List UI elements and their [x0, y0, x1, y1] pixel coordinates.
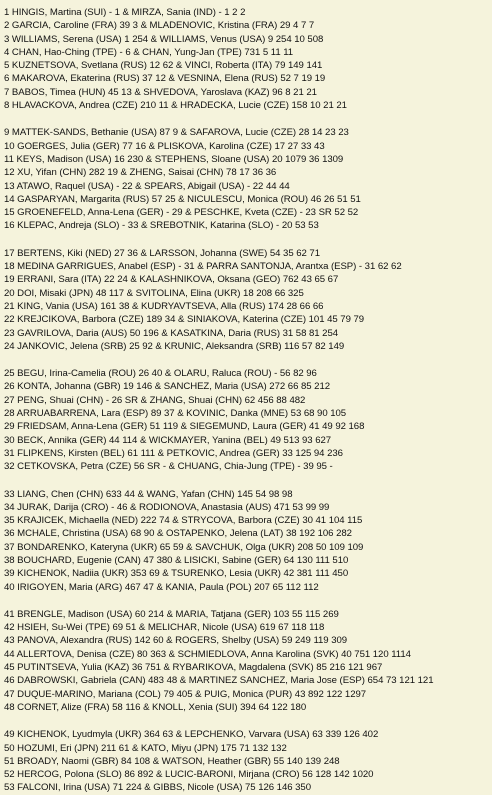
entry-line: 37 BONDARENKO, Kateryna (UKR) 65 59 & SAVCHUK, Olga (UKR) 208 50 109 109 — [4, 541, 364, 553]
entry-line: 10 GOERGES, Julia (GER) 77 16 & PLISKOVA, Karolina (CZE) 17 27 33 43 — [4, 140, 325, 152]
entry-line: 2 GARCIA, Caroline (FRA) 39 3 & MLADENOVIC, Kristina (FRA) 29 4 7 7 — [4, 20, 315, 32]
entry-line: 44 ALLERTOVA, Denisa (CZE) 80 363 & SCHMIEDLOVA, Anna Karolina (SVK) 40 751 120 1114 — [4, 648, 411, 660]
entry-line: 16 KLEPAC, Andreja (SLO) - 33 & SREBOTNIK, Katarina (SLO) - 20 53 53 — [4, 220, 319, 232]
entry-line: 51 BROADY, Naomi (GBR) 84 108 & WATSON, Heather (GBR) 55 140 139 248 — [4, 755, 340, 767]
entry-line: 53 FALCONI, Irina (USA) 71 224 & GIBBS, Nicole (USA) 75 126 146 350 — [4, 782, 311, 794]
entry-line: 8 HLAVACKOVA, Andrea (CZE) 210 11 & HRADECKA, Lucie (CZE) 158 10 21 21 — [4, 100, 347, 112]
entry-line: 5 KUZNETSOVA, Svetlana (RUS) 12 62 & VINCI, Roberta (ITA) 79 149 141 — [4, 60, 323, 72]
entry-line: 45 PUTINTSEVA, Yulia (KAZ) 36 751 & RYBARIKOVA, Magdalena (SVK) 85 216 121 967 — [4, 662, 383, 674]
entry-line: 40 IRIGOYEN, Maria (ARG) 467 47 & KANIA, Paula (POL) 207 65 112 112 — [4, 581, 319, 593]
entry-line: 11 KEYS, Madison (USA) 16 230 & STEPHENS, Sloane (USA) 20 1079 36 1309 — [4, 153, 344, 165]
entry-line: 33 LIANG, Chen (CHN) 633 44 & WANG, Yafan (CHN) 145 54 98 98 — [4, 488, 293, 500]
entry-group-3 — [4, 247, 492, 353]
entry-line: 13 ATAWO, Raquel (USA) - 22 & SPEARS, Abigail (USA) - 22 44 44 — [4, 180, 290, 192]
entry-line: 25 BEGU, Irina-Camelia (ROU) 26 40 & OLARU, Raluca (ROU) - 56 82 96 — [4, 368, 317, 380]
entry-line: 27 PENG, Shuai (CHN) - 26 SR & ZHANG, Shuai (CHN) 62 456 88 482 — [4, 394, 306, 406]
entry-line: 7 BABOS, Timea (HUN) 45 13 & SHVEDOVA, Yaroslava (KAZ) 96 8 21 21 — [4, 86, 317, 98]
entry-line: 48 CORNET, Alize (FRA) 58 116 & KNOLL, Xenia (SUI) 394 64 122 180 — [4, 701, 307, 713]
entry-line: 3 WILLIAMS, Serena (USA) 1 254 & WILLIAMS, Venus (USA) 9 254 10 508 — [4, 33, 324, 45]
entry-group-7 — [4, 728, 492, 794]
entry-line: 24 JANKOVIC, Jelena (SRB) 25 92 & KRUNIC, Aleksandra (SRB) 116 57 82 149 — [4, 340, 345, 352]
entry-line: 17 BERTENS, Kiki (NED) 27 36 & LARSSON, Johanna (SWE) 54 35 62 71 — [4, 247, 320, 259]
entry-group-5 — [4, 488, 492, 594]
entry-line: 30 BECK, Annika (GER) 44 114 & WICKMAYER, Yanina (BEL) 49 513 93 627 — [4, 434, 332, 446]
entry-line: 36 MCHALE, Christina (USA) 68 90 & OSTAPENKO, Jelena (LAT) 38 192 106 282 — [4, 528, 352, 540]
entry-line: 4 CHAN, Hao-Ching (TPE) - 6 & CHAN, Yung-Jan (TPE) 731 5 11 11 — [4, 46, 294, 58]
entry-line: 43 PANOVA, Alexandra (RUS) 142 60 & ROGERS, Shelby (USA) 59 249 119 309 — [4, 635, 348, 647]
entry-line: 32 CETKOVSKA, Petra (CZE) 56 SR - & CHUANG, Chia-Jung (TPE) - 39 95 - — [4, 461, 333, 473]
entry-line: 15 GROENEFELD, Anna-Lena (GER) - 29 & PESCHKE, Kveta (CZE) - 23 SR 52 52 — [4, 207, 359, 219]
entry-group-6 — [4, 608, 492, 714]
entry-line: 46 DABROWSKI, Gabriela (CAN) 483 48 & MARTINEZ SANCHEZ, Maria Jose (ESP) 654 73 121 121 — [4, 675, 434, 687]
entry-line: 42 HSIEH, Su-Wei (TPE) 69 51 & MELICHAR, Nicole (USA) 619 67 118 118 — [4, 622, 325, 634]
entry-group-1 — [4, 6, 492, 112]
entry-line: 39 KICHENOK, Nadiia (UKR) 353 69 & TSURENKO, Lesia (UKR) 42 381 111 450 — [4, 568, 349, 580]
entry-line: 52 HERCOG, Polona (SLO) 86 892 & LUCIC-BARONI, Mirjana (CRO) 56 128 142 1020 — [4, 769, 374, 781]
entry-line: 19 ERRANI, Sara (ITA) 22 24 & KALASHNIKOVA, Oksana (GEO) 762 43 65 67 — [4, 274, 339, 286]
entry-line: 31 FLIPKENS, Kirsten (BEL) 61 111 & PETKOVIC, Andrea (GER) 33 125 94 236 — [4, 447, 343, 459]
entry-line: 9 MATTEK-SANDS, Bethanie (USA) 87 9 & SAFAROVA, Lucie (CZE) 28 14 23 23 — [4, 127, 349, 139]
entry-line: 35 KRAJICEK, Michaella (NED) 222 74 & STRYCOVA, Barbora (CZE) 30 41 104 115 — [4, 515, 363, 527]
entry-group-2 — [4, 126, 492, 232]
entry-line: 49 KICHENOK, Lyudmyla (UKR) 364 63 & LEPCHENKO, Varvara (USA) 63 339 126 402 — [4, 729, 379, 741]
entry-line: 14 GASPARYAN, Margarita (RUS) 57 25 & NICULESCU, Monica (ROU) 46 26 51 51 — [4, 193, 361, 205]
entry-line: 22 KREJCIKOVA, Barbora (CZE) 189 34 & SINIAKOVA, Katerina (CZE) 101 45 79 79 — [4, 314, 365, 326]
entry-line: 29 FRIEDSAM, Anna-Lena (GER) 51 119 & SIEGEMUND, Laura (GER) 41 49 92 168 — [4, 421, 365, 433]
entry-line: 41 BRENGLE, Madison (USA) 60 214 & MARIA, Tatjana (GER) 103 55 115 269 — [4, 608, 339, 620]
entry-group-4 — [4, 367, 492, 473]
entry-line: 6 MAKAROVA, Ekaterina (RUS) 37 12 & VESNINA, Elena (RUS) 52 7 19 19 — [4, 73, 326, 85]
entry-line: 34 JURAK, Darija (CRO) - 46 & RODIONOVA, Anastasia (AUS) 471 53 99 99 — [4, 501, 330, 513]
entry-line: 1 HINGIS, Martina (SUI) - 1 & MIRZA, Sania (IND) - 1 2 2 — [4, 7, 246, 18]
entry-line: 18 MEDINA GARRIGUES, Anabel (ESP) - 31 & PARRA SANTONJA, Arantxa (ESP) - 31 62 62 — [4, 261, 402, 273]
entry-line: 47 DUQUE-MARINO, Mariana (COL) 79 405 & PUIG, Monica (PUR) 43 892 122 1297 — [4, 688, 367, 700]
entry-line: 20 DOI, Misaki (JPN) 48 117 & SVITOLINA, Elina (UKR) 18 208 66 325 — [4, 287, 304, 299]
entry-line: 38 BOUCHARD, Eugenie (CAN) 47 380 & LISICKI, Sabine (GER) 64 130 111 510 — [4, 554, 349, 566]
entry-line: 26 KONTA, Johanna (GBR) 19 146 & SANCHEZ, Maria (USA) 272 66 85 212 — [4, 381, 331, 393]
entry-line: 21 KING, Vania (USA) 161 38 & KUDRYAVTSEVA, Alla (RUS) 174 28 66 66 — [4, 300, 324, 312]
entry-line: 28 ARRUABARRENA, Lara (ESP) 89 37 & KOVINIC, Danka (MNE) 53 68 90 105 — [4, 408, 347, 420]
entry-line: 12 XU, Yifan (CHN) 282 19 & ZHENG, Saisai (CHN) 78 17 36 36 — [4, 167, 277, 179]
entry-line: 23 GAVRILOVA, Daria (AUS) 50 196 & KASATKINA, Daria (RUS) 31 58 81 254 — [4, 327, 339, 339]
entry-line: 50 HOZUMI, Eri (JPN) 211 61 & KATO, Miyu (JPN) 175 71 132 132 — [4, 742, 287, 754]
